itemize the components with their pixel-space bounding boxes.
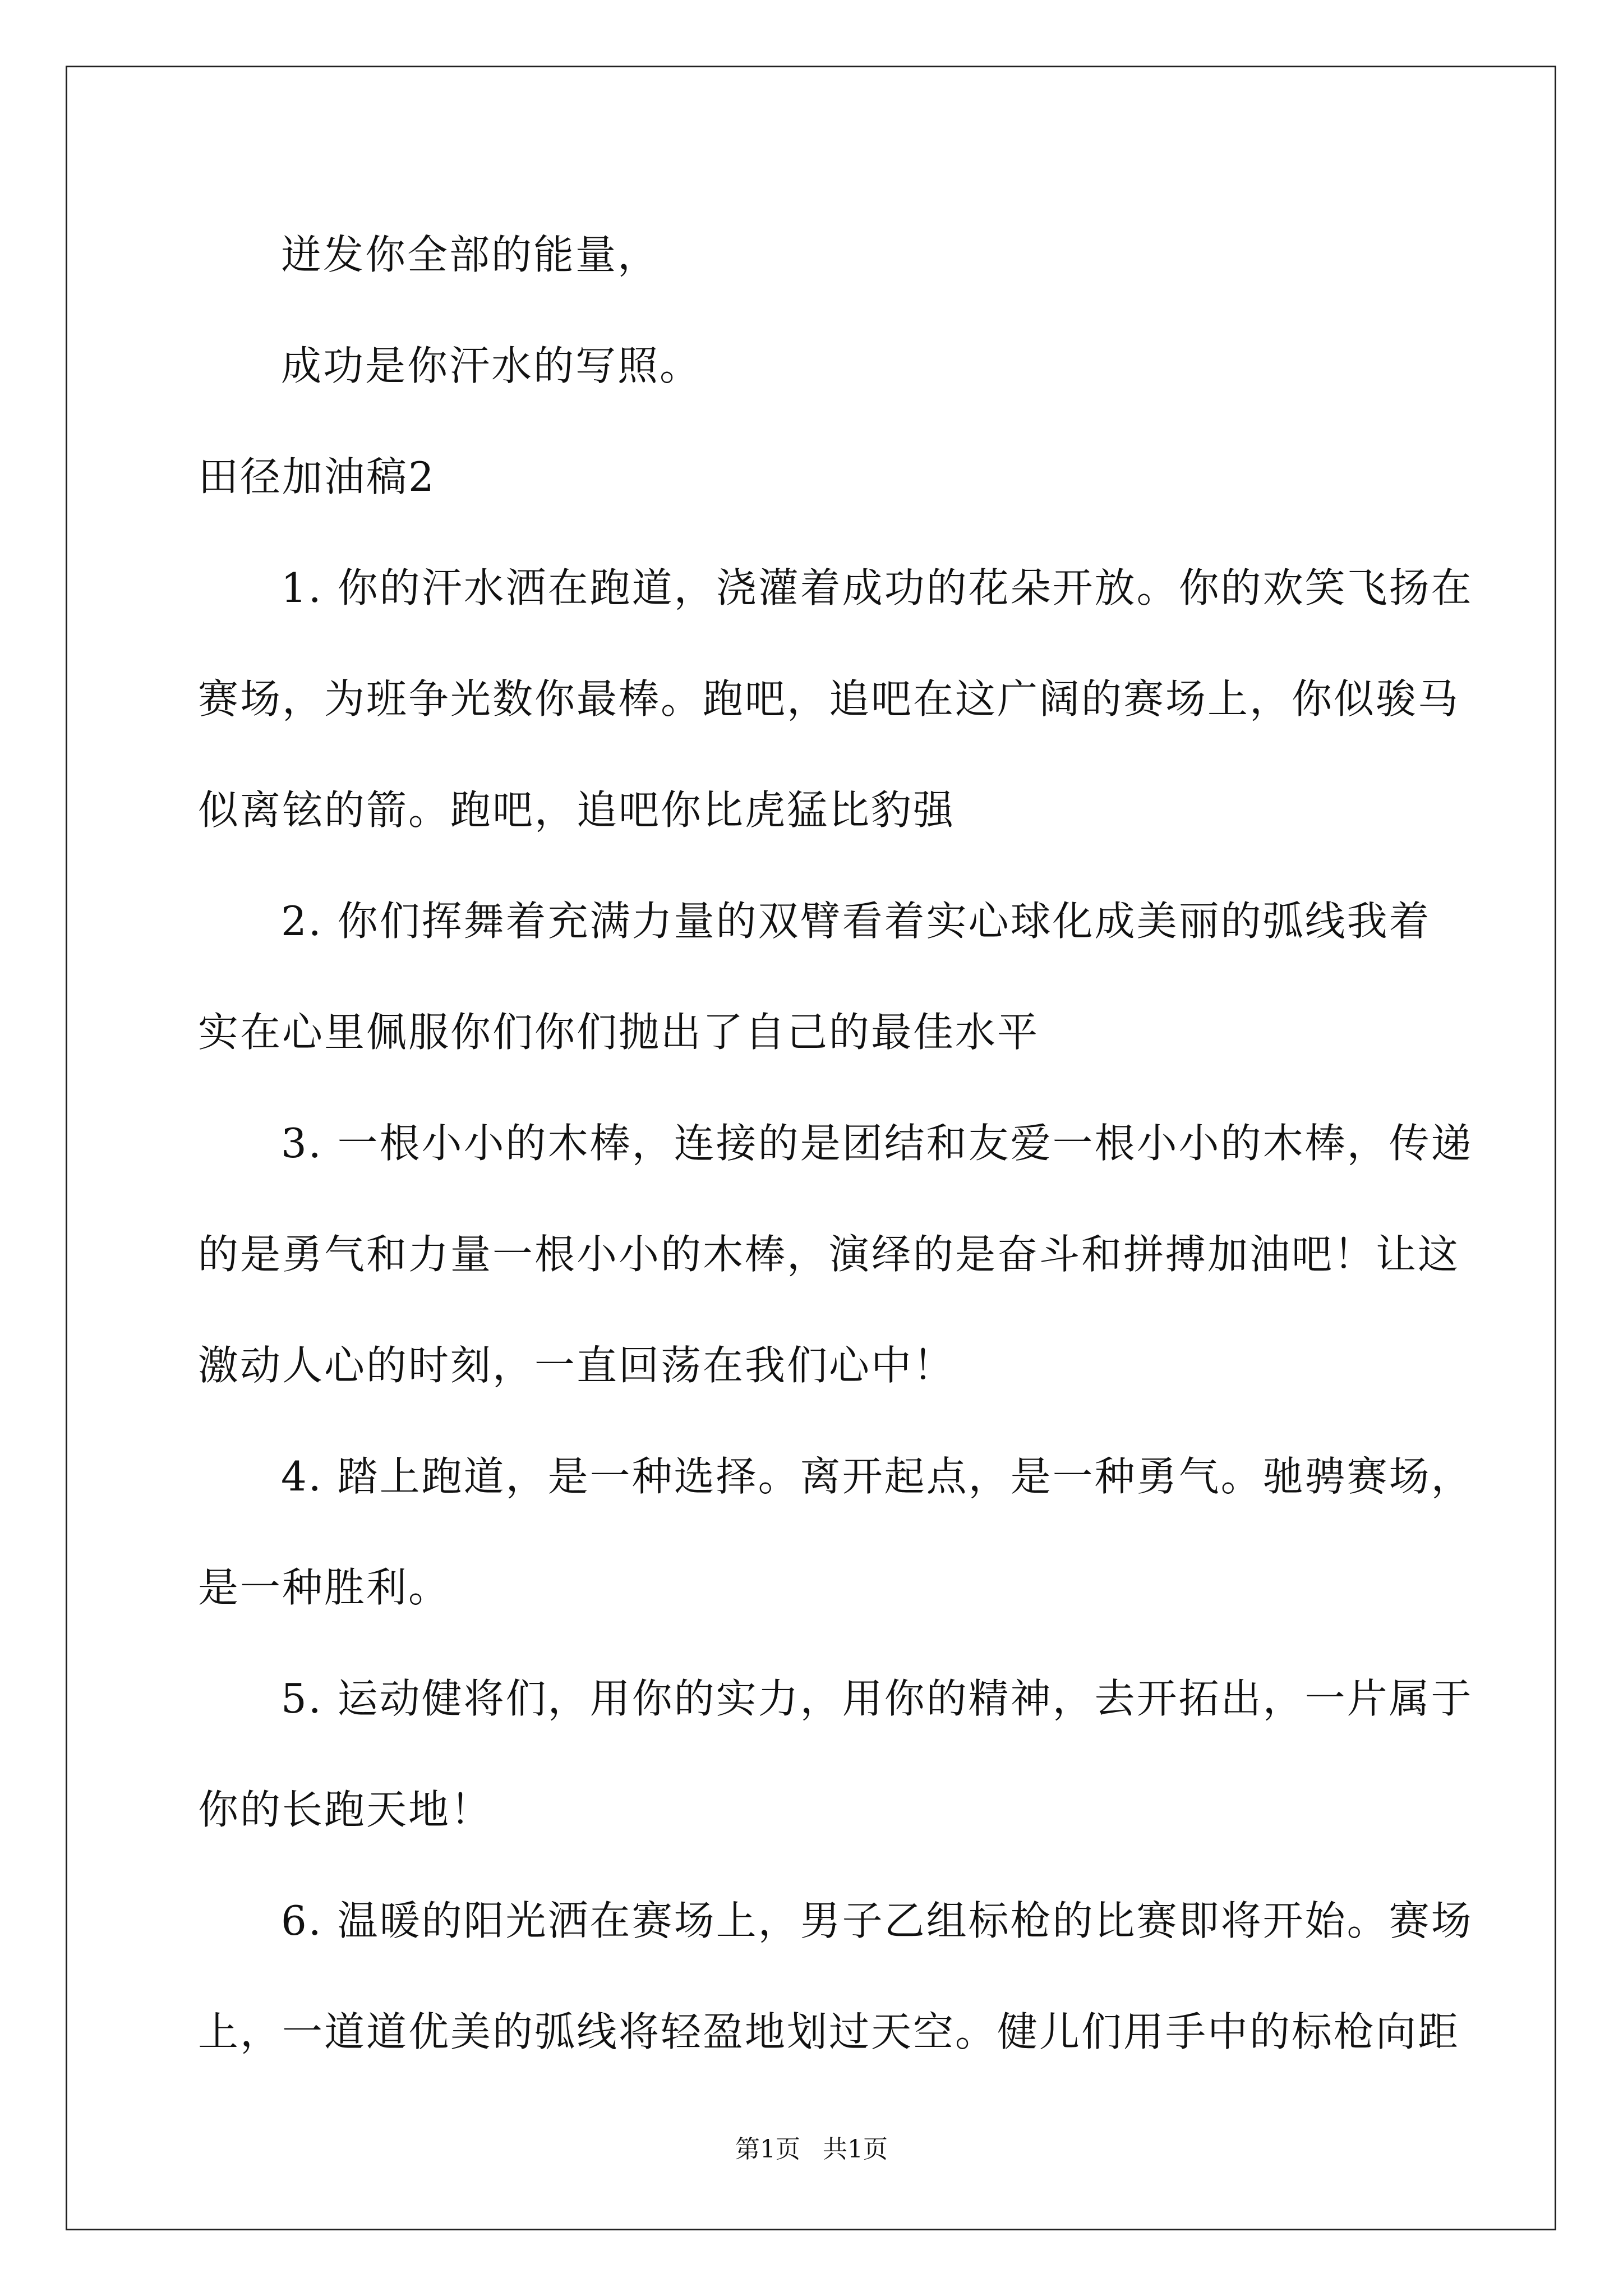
list-item-3-line-2: 的是勇气和力量一根小小的木棒，演绎的是奋斗和拼搏加油吧！让这 — [198, 1231, 1460, 1278]
list-item-3-line-1: 3. 一根小小的木棒，连接的是团结和友爱一根小小的木棒，传递 — [281, 1120, 1473, 1167]
list-item-3 — [198, 1088, 1473, 1421]
list-item-6 — [198, 1865, 1473, 2087]
list-item-2 — [198, 866, 1432, 1088]
list-item-4-line-2: 是一种胜利。 — [198, 1564, 451, 1611]
list-item-1-line-3: 似离铉的箭。跑吧，追吧你比虎猛比豹强 — [198, 786, 956, 834]
list-item-1-line-1: 1. 你的汗水洒在跑道，浇灌着成功的花朵开放。你的欢笑飞扬在 — [281, 564, 1473, 611]
page-number-current: 第1页 — [735, 2135, 800, 2164]
page-number-total: 共1页 — [823, 2135, 888, 2164]
list-item-2-line-2: 实在心里佩服你们你们抛出了自己的最佳水平 — [198, 1009, 1040, 1056]
section-heading: 田径加油稿2 — [198, 453, 436, 500]
list-item-1 — [198, 532, 1473, 866]
intro-line-2: 成功是你汗水的写照。 — [281, 342, 702, 389]
list-item-5-line-1: 5. 运动健将们，用你的实力，用你的精神，去开拓出，一片属于 — [281, 1675, 1473, 1722]
intro-line-1: 迸发你全部的能量， — [281, 231, 660, 278]
page-footer — [0, 2129, 1623, 2165]
list-item-6-line-1: 6. 温暖的阳光洒在赛场上，男子乙组标枪的比赛即将开始。赛场 — [281, 1897, 1473, 1944]
list-item-4 — [198, 1421, 1473, 1643]
list-item-3-line-3: 激动人心的时刻，一直回荡在我们心中！ — [198, 1342, 956, 1389]
list-item-6-line-2: 上，一道道优美的弧线将轻盈地划过天空。健儿们用手中的标枪向距 — [198, 2008, 1460, 2055]
list-item-1-line-2: 赛场，为班争光数你最棒。跑吧，追吧在这广阔的赛场上，你似骏马 — [198, 675, 1460, 723]
list-item-4-line-1: 4. 踏上跑道，是一种选择。离开起点，是一种勇气。驰骋赛场， — [281, 1453, 1473, 1500]
list-item-5-line-2: 你的长跑天地！ — [198, 1786, 493, 1833]
list-item-2-line-1: 2. 你们挥舞着充满力量的双臂看着实心球化成美丽的弧线我着 — [281, 898, 1431, 945]
list-item-5 — [198, 1643, 1473, 1865]
